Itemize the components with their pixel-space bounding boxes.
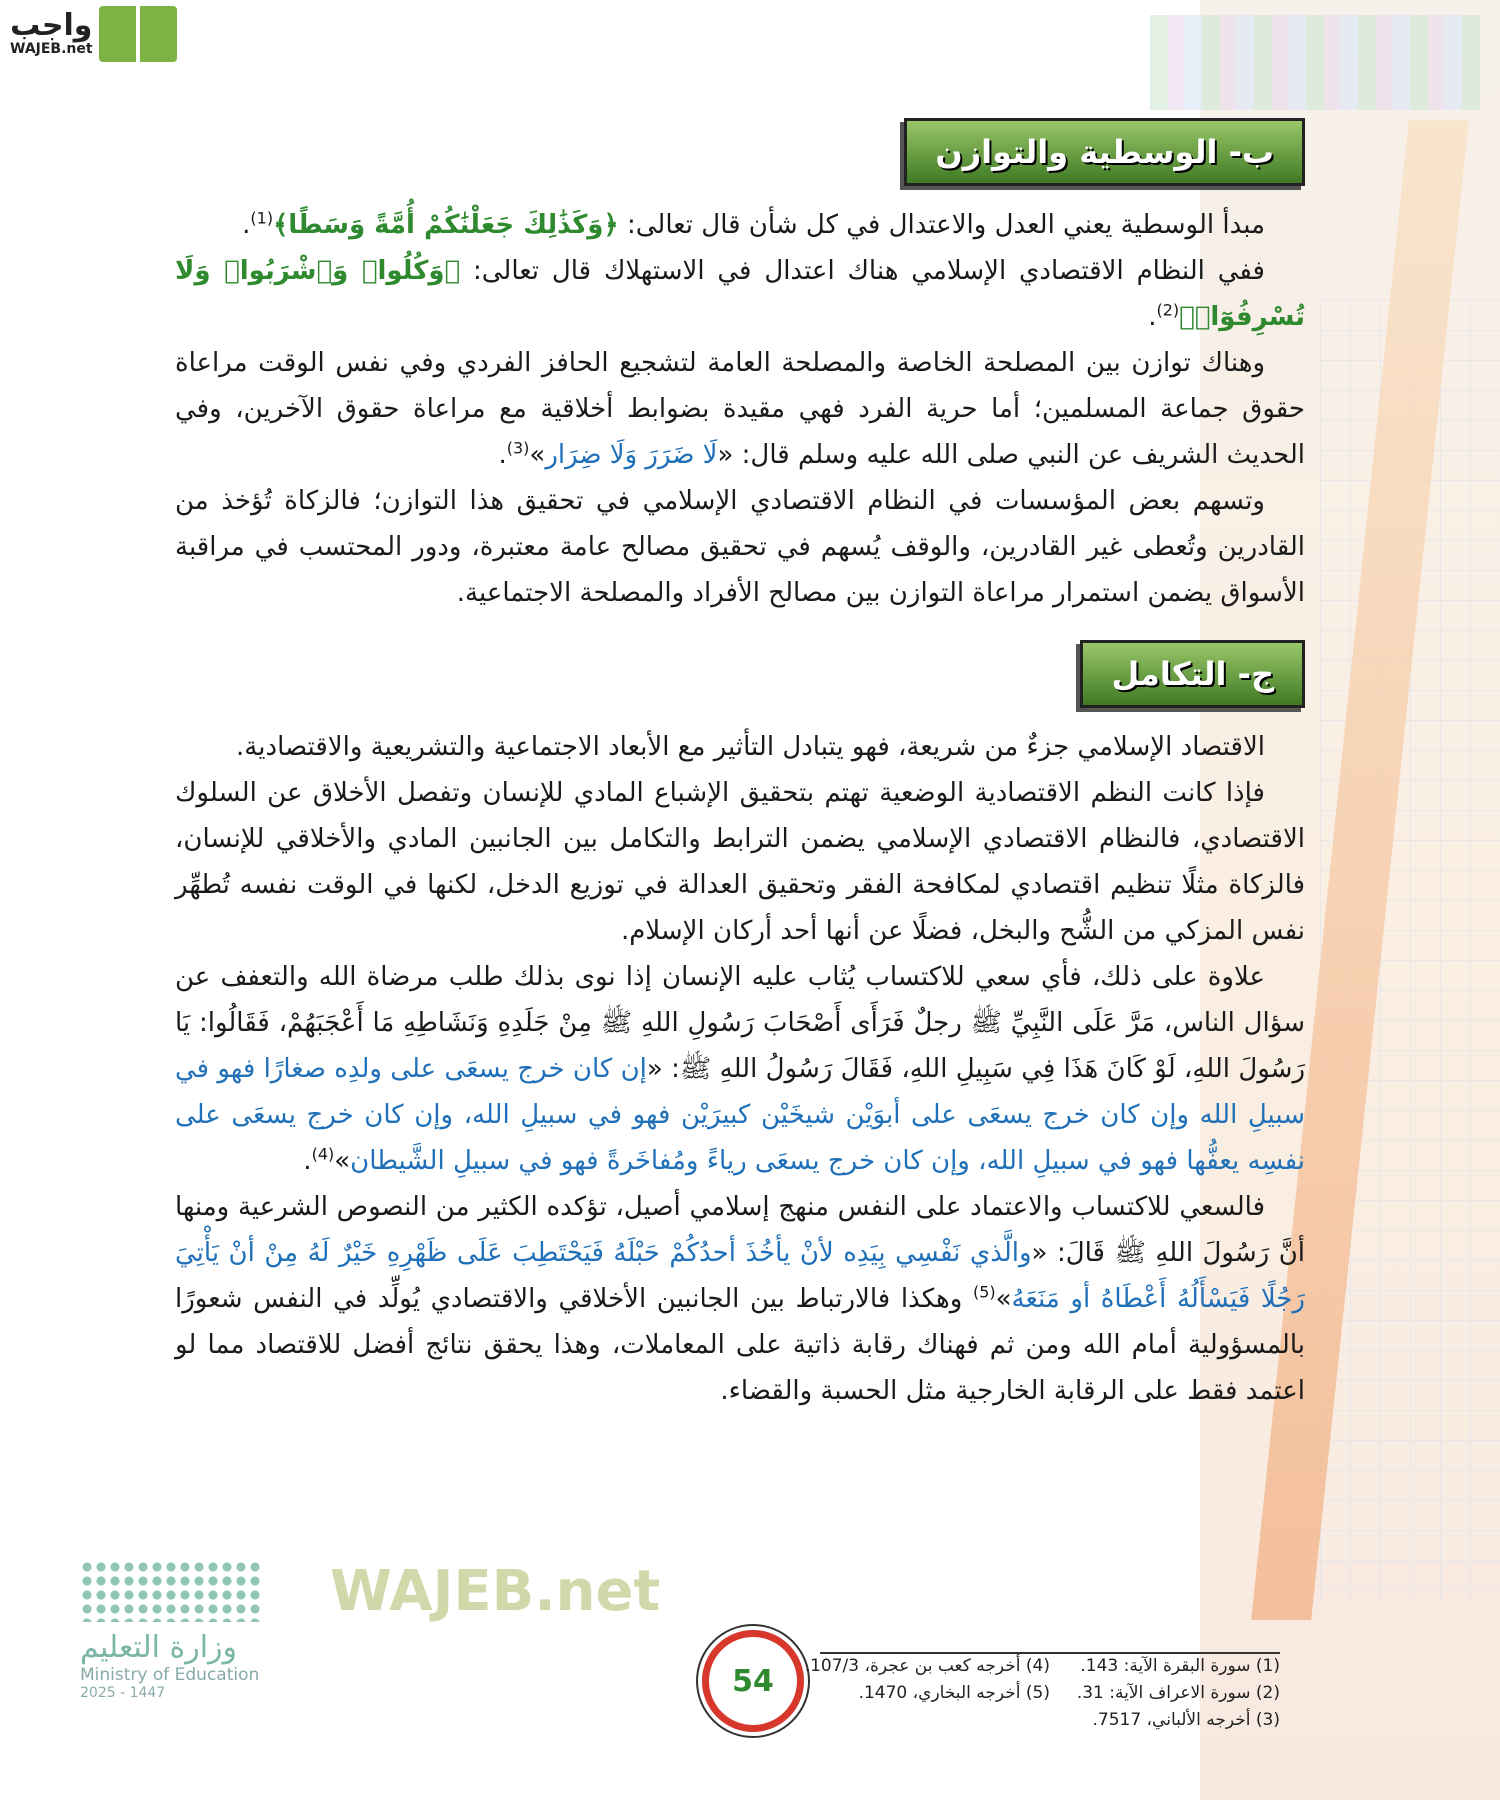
text-run: . (498, 440, 507, 470)
hadith-text: إن كان خرج يسعَى على ولدِه صغارًا فهو في سبيلِ الله وإن كان خرج يسعَى على أبوَيْن شيخَيْن كبيرَيْن فهو في سبيلِ الله، وإن كان خرج يسعَى على نفسِه يعفُّها فهو في سبيلِ الله، وإن كان خرج يسعَى رياءً ومُفاخَرةً فهو في سبيلِ الشَّيطان (175, 1054, 1305, 1176)
footnote-ref: (2) (1156, 300, 1180, 320)
city-illustration (1150, 15, 1480, 110)
section-c-body (175, 724, 1305, 1414)
book-icon (99, 6, 177, 62)
text-run: . (1148, 302, 1157, 332)
logo-suffix: .net (61, 41, 93, 57)
ministry-english: Ministry of Education (80, 1665, 260, 1685)
text-run: . (303, 1146, 312, 1176)
footnote-3: (3) أخرجه الألباني، 7517. (1092, 1710, 1280, 1730)
text-run: » (334, 1146, 351, 1176)
footnote-ref: (5) (972, 1282, 996, 1302)
page-number: 54 (702, 1630, 804, 1732)
ministry-year: 2025 - 1447 (80, 1685, 166, 1701)
paragraph (175, 340, 1305, 478)
quran-verse: ﴿وَكُلُوا۟ وَٱشْرَبُوا۟ وَلَا تُسْرِفُوٓا۟﴾ (175, 256, 1305, 332)
section-b-heading-row (175, 118, 1305, 186)
text-run: وهناك توازن بين المصلحة الخاصة والمصلحة العامة لتشجيع الحافز الفردي وفي نفس الوقت مراعاة حقوق جماعة المسلمين؛ أما حرية الفرد فهي مقيدة بضوابط أخلاقية مع مراعاة حقوق الآخرين، وفي الحديث الشريف عن النبي صلى الله عليه وسلم قال: « (175, 348, 1305, 470)
footnote-ref: (1) (250, 208, 274, 228)
text-run: علاوة على ذلك، فأي سعي للاكتساب يُثاب عليه الإنسان إذا نوى بذلك طلب مرضاة الله والتعفف عن سؤال الناس، مَرَّ عَلَى النَّبِيِّ ﷺ رجلٌ فَرَأَى أَصْحَابَ رَسُولِ اللهِ ﷺ مِنْ جَلَدِهِ وَنَشَاطِهِ مَا أَعْجَبَهُمْ، فَقَالُوا: يَا رَسُولَ اللهِ، لَوْ كَانَ هَذَا فِي سَبِيلِ اللهِ، فَقَالَ رَسُولُ اللهِ ﷺ: « (175, 962, 1305, 1084)
text-run: ففي النظام الاقتصادي الإسلامي هناك اعتدال في الاستهلاك قال تعالى: (460, 256, 1265, 286)
footnote-ref: (3) (506, 438, 530, 458)
ministry-logo (80, 1560, 280, 1701)
page-body (175, 118, 1305, 1414)
section-b-heading: ب- الوسطية والتوازن (904, 118, 1305, 186)
text-run: مبدأ الوسطية يعني العدل والاعتدال في كل شأن قال تعالى: (618, 210, 1265, 240)
footnote-ref: (4) (311, 1144, 335, 1164)
text-run: » (995, 1284, 1012, 1314)
wajeb-logo[interactable] (10, 6, 177, 62)
footnote-divider (820, 1652, 1280, 1654)
section-c-heading-row (175, 640, 1305, 708)
hadith-text: والَّذي نَفْسِي بِيَدِه لأنْ يأخُذَ أحدُكُمْ حَبْلَهُ فَيَحْتَطِبَ عَلَى ظَهْرِهِ خَيْرٌ لَهُ مِنْ أنْ يَأْتِيَ رَجُلًا فَيَسْأَلُهُ أَعْطَاهُ أو مَنَعَهُ (175, 1238, 1305, 1314)
text-run: وتسهم بعض المؤسسات في النظام الاقتصادي الإسلامي في تحقيق هذا التوازن؛ فالزكاة تُؤخذ من القادرين وتُعطى غير القادرين، والوقف يُسهم في تحقيق مصالح عامة معتبرة، ودور المحتسب في مراقبة الأسواق يضمن استمرار مراعاة التوازن بين مصالح الأفراد والمصلحة الاجتماعية. (175, 486, 1305, 608)
logo-arabic: واجب (10, 8, 93, 43)
quran-verse: ﴿وَكَذَٰلِكَ جَعَلْنَٰكُمْ أُمَّةً وَسَطًا﴾ (273, 210, 619, 240)
ministry-dots-icon (80, 1560, 260, 1622)
watermark: WAJEB.net (330, 1559, 661, 1624)
paragraph (175, 954, 1305, 1184)
text-run: فالسعي للاكتساب والاعتماد على النفس منهج إسلامي أصيل، تؤكده الكثير من النصوص الشرعية ومنها أنَّ رَسُولَ اللهِ ﷺ قَالَ: « (175, 1192, 1306, 1268)
ministry-arabic: وزارة التعليم (80, 1630, 238, 1665)
hadith-text: لَا ضَرَرَ وَلَا ضِرَار (545, 440, 718, 470)
paragraph (175, 248, 1305, 340)
paragraph (175, 770, 1305, 954)
text-run: الاقتصاد الإسلامي جزءٌ من شريعة، فهو يتبادل التأثير مع الأبعاد الاجتماعية والتشريعية والاقتصادية. (236, 732, 1265, 762)
paragraph (175, 1184, 1305, 1414)
paragraph (175, 478, 1305, 616)
text-run: . (242, 210, 251, 240)
footnote-1: (1) سورة البقرة الآية: 143. (1080, 1656, 1280, 1676)
footnote-4: (4) أخرجه كعب بن عجرة، 107/3. (804, 1656, 1050, 1676)
text-run: وهكذا فالارتباط بين الجانبين الأخلاقي والاقتصادي يُولِّد في النفس شعورًا بالمسؤولية أمام الله ومن ثم فهناك رقابة ذاتية على المعاملات، وهذا يحقق نتائج أفضل للاقتصاد مما لو اعتمد فقط على الرقابة الخارجية مثل الحسبة والقضاء. (175, 1284, 1305, 1406)
paragraph (175, 724, 1305, 770)
logo-latin: WAJEB (10, 41, 62, 57)
paragraph (175, 202, 1305, 248)
text-run: » (529, 440, 546, 470)
footnote-2: (2) سورة الاعراف الآية: 31. (1076, 1683, 1280, 1703)
section-c-heading: ج- التكامل (1080, 640, 1305, 708)
footnote-5: (5) أخرجه البخاري، 1470. (858, 1683, 1050, 1703)
text-run: فإذا كانت النظم الاقتصادية الوضعية تهتم بتحقيق الإشباع المادي للإنسان وتفصل الأخلاق عن السلوك الاقتصادي، فالنظام الاقتصادي الإسلامي يضمن الترابط والتكامل بين الجانبين المادي والأخلاقي للإنسان، فالزكاة مثلًا تنظيم اقتصادي لمكافحة الفقر وتحقيق العدالة في توزيع الدخل، لكنها في الوقت نفسه تُطهِّر نفس المزكي من الشُّح والبخل، فضلًا عن أنها أحد أركان الإسلام. (175, 778, 1305, 946)
section-b-body (175, 202, 1305, 616)
